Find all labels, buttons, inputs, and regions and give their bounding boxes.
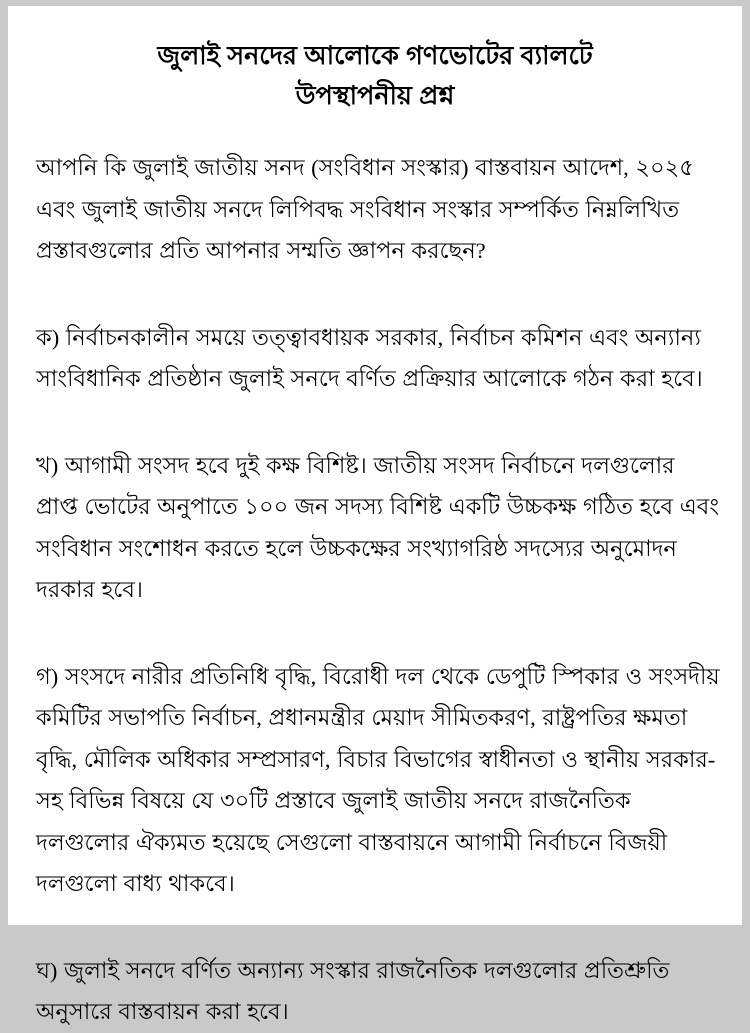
intro-paragraph: আপনি কি জুলাই জাতীয় সনদ (সংবিধান সংস্কার) বাস্তবায়ন আদেশ, ২০২৫ এবং জুলাই জাতীয় সনদে লিপিবদ্ধ সংবিধান সংস্কার সম্পর্কিত নিম্নলিখিত প্রস্তাবগুলোর প্রতি আপনার সম্মতি জ্ঞাপন করছেন? <box>36 155 694 263</box>
page-title-line-2: উপস্থাপনীয় প্রশ্ন <box>295 81 455 110</box>
page-title <box>28 6 722 116</box>
document-content-area <box>28 6 722 1024</box>
page-title-line-1: জুলাই সনদের আলোকে গণভোটের ব্যালটে <box>157 41 593 70</box>
clause-gha-paragraph: ঘ) জুলাই সনদে বর্ণিত অন্যান্য সংস্কার রাজনৈতিক দলগুলোর প্রতিশ্রুতি অনুসারে বাস্তবায়ন করা হবে। <box>36 957 670 1024</box>
clause-kha-paragraph: খ) আগামী সংসদ হবে দুই কক্ষ বিশিষ্ট। জাতীয় সংসদ নির্বাচনে দলগুলোর প্রাপ্ত ভোটের অনুপাতে ১০০ জন সদস্য বিশিষ্ট একটি উচ্চকক্ষ গঠিত হবে এবং সংবিধান সংশোধন করতে হলে উচ্চকক্ষের সংখ্যাগরিষ্ঠ সদস্যের অনুমোদন দরকার হবে। <box>36 452 720 602</box>
clause-ga-paragraph: গ) সংসদে নারীর প্রতিনিধি বৃদ্ধি, বিরোধী দল থেকে ডেপুটি স্পিকার ও সংসদীয় কমিটির সভাপতি নির্বাচন, প্রধানমন্ত্রীর মেয়াদ সীমিতকরণ, রাষ্ট্রপতির ক্ষমতা বৃদ্ধি, মৌলিক অধিকার সম্প্রসারণ, বিচার বিভাগের স্বাধীনতা ও স্থানীয় সরকার-সহ বিভিন্ন বিষয়ে যে ৩০টি প্রস্তাবে জুলাই জাতীয় সনদে রাজনৈতিক দলগুলোর ঐক্যমত হয়েছে সেগুলো বাস্তবায়নে আগামী নির্বাচনে বিজয়ী দলগুলো বাধ্য থাকবে। <box>36 663 720 896</box>
document-body <box>28 147 722 1033</box>
clause-ka-paragraph: ক) নির্বাচনকালীন সময়ে তত্ত্বাবধায়ক সরকার, নির্বাচন কমিশন এবং অন্যান্য সাংবিধানিক প্রতিষ্ঠান জুলাই সনদে বর্ণিত প্রক্রিয়ার আলোকে গঠন করা হবে। <box>36 324 703 391</box>
document-page <box>8 6 742 1024</box>
